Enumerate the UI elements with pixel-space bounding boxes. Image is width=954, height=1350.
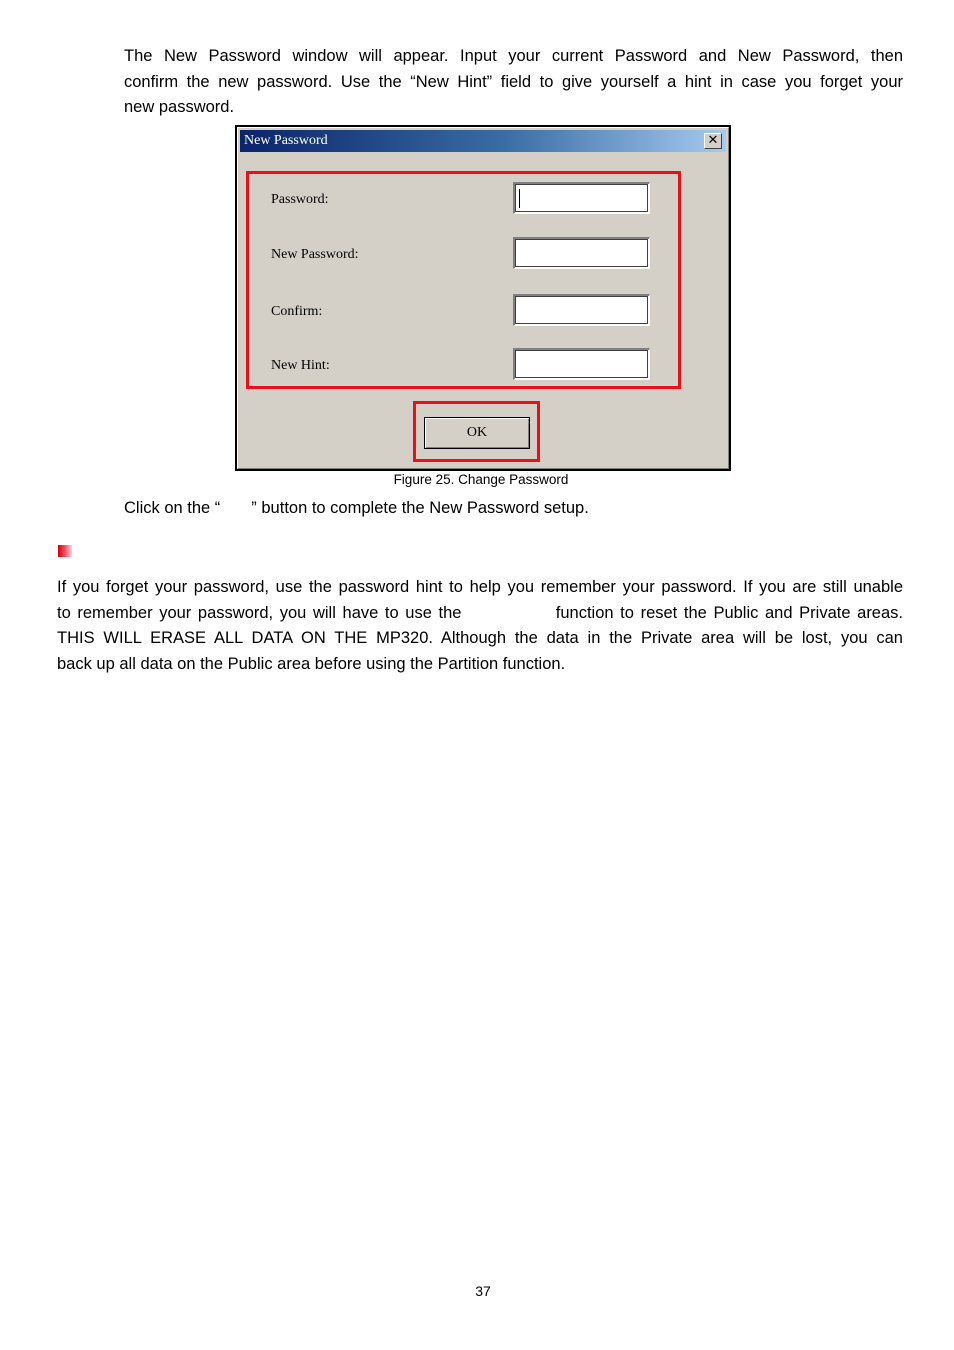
figure-caption: Figure 25. Change Password	[393, 472, 569, 487]
section-bullet-icon	[58, 545, 72, 557]
intro-paragraph	[124, 44, 903, 121]
new-hint-label: New Hint:	[271, 358, 330, 373]
confirm-input[interactable]	[513, 294, 650, 326]
confirm-row	[249, 294, 678, 326]
password-row	[249, 182, 678, 214]
intro-line-1: The New Password window will appear. Input your current Password and New Password, then	[124, 47, 903, 65]
forgot-line-4: back up all data on the Public area before using the Partition function.	[57, 654, 566, 673]
ok-button[interactable]: OK	[424, 417, 530, 449]
forgot-line-2: to remember your password, you will have to use the function to reset the Public and Private areas.	[57, 603, 903, 622]
close-icon: ✕	[707, 133, 719, 148]
password-input[interactable]	[513, 182, 650, 214]
dialog-titlebar[interactable]	[240, 130, 726, 152]
intro-line-2: confirm the new password. Use the “New Hint” field to give yourself a hint in case you forget your	[124, 72, 903, 91]
new-password-label: New Password:	[271, 247, 359, 262]
intro-line-3: new password.	[124, 98, 235, 116]
forgot-line-3: THIS WILL ERASE ALL DATA ON THE MP320. Although the data in the Private area will be lost, you can	[57, 629, 903, 647]
close-button[interactable]	[704, 133, 722, 149]
new-password-row	[249, 237, 678, 269]
confirm-label: Confirm:	[271, 304, 323, 319]
page-number: 37	[475, 1283, 491, 1299]
click-instruction: Click on the “ ” button to complete the New Password setup.	[124, 499, 589, 517]
password-fields-highlight	[246, 171, 681, 389]
new-password-input[interactable]	[513, 237, 650, 269]
new-password-dialog	[235, 125, 731, 471]
password-label: Password:	[271, 192, 329, 207]
forgot-line-1: If you forget your password, use the password hint to help you remember your password. If you are still unable	[57, 578, 903, 596]
forgot-password-paragraph	[57, 575, 903, 677]
new-hint-input[interactable]	[513, 348, 650, 380]
new-hint-row	[249, 348, 678, 380]
text-caret	[519, 189, 520, 208]
ok-button-highlight	[413, 401, 540, 462]
dialog-title: New Password	[244, 133, 328, 148]
